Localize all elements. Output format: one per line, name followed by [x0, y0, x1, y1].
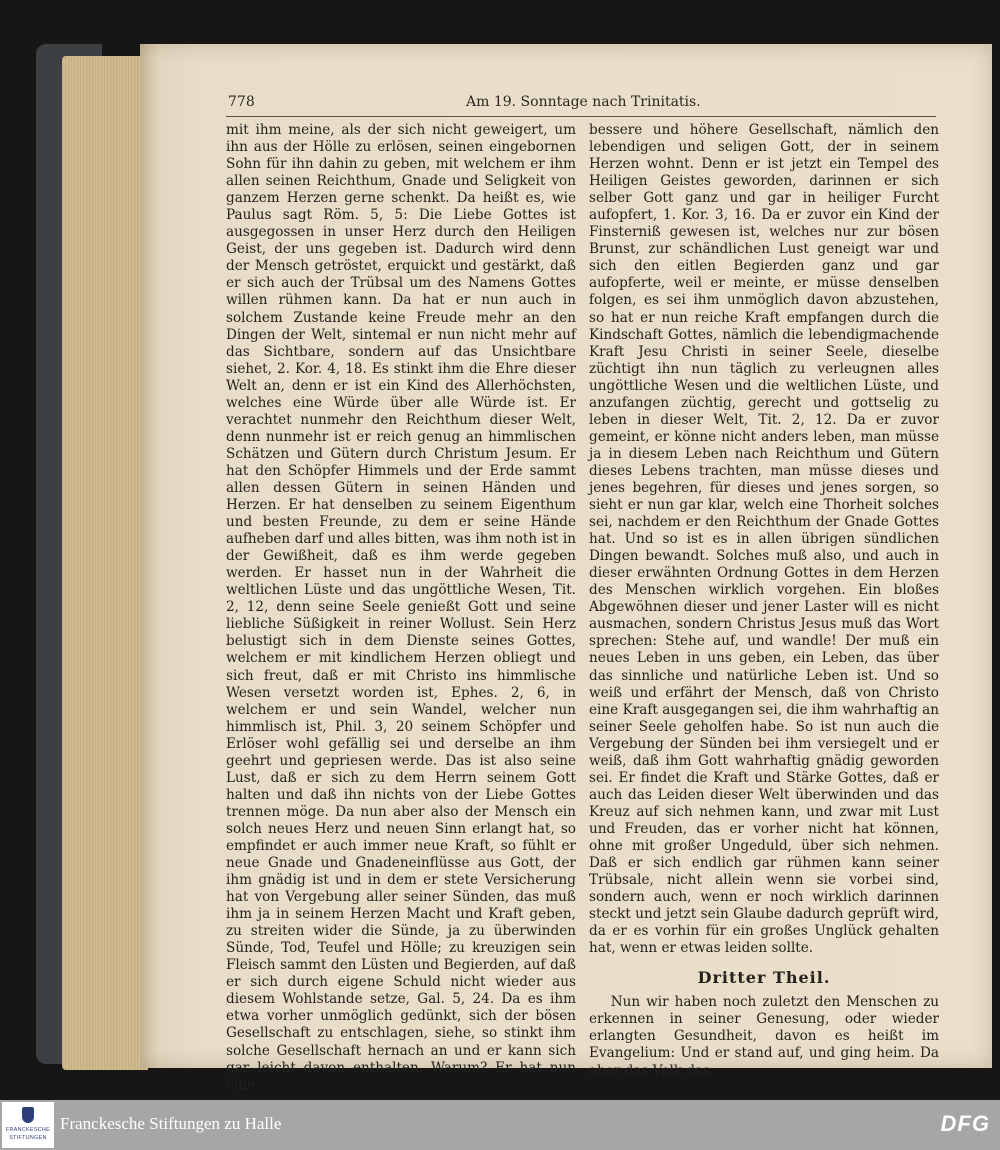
- right-paragraph: bessere und höhere Gesellschaft, nämlich den lebendigen und seligen Gott, der in seinem Herzen wohnt. Denn er ist jetzt ein Tempel des Heiligen Geistes geworden, darinnen er sich selber Gott ganz und gar in heiliger Furcht aufopfert, 1. Kor. 3, 16. Da er zuvor ein Kind der Finsterniß gewesen ist, welches nur zur bösen Brunst, zur schändlichen Lust geneigt war und sich den eitlen Begierden ganz und gar aufopferte, weil er meinte, er müsse denselben folgen, es sei ihm unmöglich davon abzustehen, so hat er nun reiche Kraft empfangen durch die Kindschaft Gottes, nämlich die lebendigmachende Kraft Jesu Christi in seiner Seele, dieselbe züchtigt ihn nun täglich zu verleugnen alles ungöttliche Wesen und die weltlichen Lüste, und anzufangen züchtig, gerecht und gottselig zu leben in dieser Welt, Tit. 2, 12. Da er zuvor gemeint, er könne nicht anders leben, man müsse ja in diesem Leben nach Reichthum und Gütern dieses Lebens trachten, man müsse dieses und jenes begehren, für dieses und jenes sorgen, so sieht er nun gar klar, welch eine Thorheit solches sei, nachdem er den Reichthum der Gnade Gottes hat. Und so ist es in allen übrigen sündlichen Dingen bewandt. Solches muß also, und auch in dieser erwähnten Ordnung Gottes in dem Herzen des Menschen wirklich vorgehen. Ein bloßes Abgewöhnen dieser und jener Laster will es nicht ausmachen, sondern Christus Jesus muß das Wort sprechen: Stehe auf, und wandle! Der muß ein neues Leben in uns geben, ein Leben, das über das sinnliche und natürliche Leben ist. Und so weiß und erfährt der Mensch, daß von Christo eine Kraft ausgegangen sei, die ihm wahrhaftig an seiner Seele geholfen habe. So ist nun auch die Vergebung der Sünden bei ihm versiegelt und er weiß, daß ihm Gott wahrhaftig gnädig geworden sei. Er findet die Kraft und Stärke Gottes, daß er auch das Leiden dieser Welt überwinden und das Kreuz auf sich nehmen kann, und zwar mit Lust und Freuden, das er vorher nicht hat können, ohne mit großer Ungeduld, über sich nehmen. Daß er sich endlich gar rühmen kann seiner Trübsale, nicht allein wenn sie vorbei sind, sondern auch, wenn er noch wirklich darinnen steckt und jetzt sein Glaube dadurch geprüft wird, da er es vorhin für ein großes Unglück gehalten hat, wenn er etwas leiden sollte.: [589, 122, 939, 957]
- page-number: 778: [228, 94, 255, 110]
- left-paragraph: mit ihm meine, als der sich nicht geweigert, um ihn aus der Hölle zu erlösen, seinen eingebornen Sohn für ihn dahin zu geben, mit welchem er ihm allen seinen Reichthum, Gnade und Seligkeit von ganzem Herzen gerne schenkt. Da heißt es, wie Paulus sagt Röm. 5, 5: Die Liebe Gottes ist ausgegossen in unser Herz durch den Heiligen Geist, der uns gegeben ist. Dadurch wird denn der Mensch getröstet, erquickt und gestärkt, daß er sich auch der Trübsal um des Namens Gottes willen rühmen kann. Da hat er nun auch in solchem Zustande keine Freude mehr an den Dingen der Welt, sintemal er nun nicht mehr auf das Sichtbare, sondern auf das Unsichtbare siehet, 2. Kor. 4, 18. Es stinkt ihm die Ehre dieser Welt an, denn er ist ein Kind des Allerhöchsten, welches eine Würde über alle Würde ist. Er verachtet nunmehr den Reichthum dieser Welt, denn nunmehr ist er reich genug an himmlischen Schätzen und Gütern durch Christum Jesum. Er hat den Schöpfer Himmels und der Erde sammt allen dessen Gütern in seinen Händen und Herzen. Er hat denselben zu seinem Eigenthum und besten Freunde, zu dem er seine Hände aufheben darf und alles bitten, was ihm noth ist in der Gewißheit, daß es ihm werde gegeben werden. Er hasset nun in der Wahrheit die weltlichen Lüste und das ungöttliche Wesen, Tit. 2, 12, denn seine Seele genießt Gott und seine liebliche Süßigkeit in reiner Wollust. Sein Herz belustigt sich in dem Dienste seines Gottes, welchem er mit kindlichem Herzen obliegt und sich freut, daß er mit Christo ins himmlische Wesen versetzt worden ist, Ephes. 2, 6, in welchem er und sein Wandel, welcher nun himmlisch ist, Phil. 3, 20 seinem Schöpfer und Erlöser wohl gefällig sei und derselbe an ihm geehrt und gepriesen werde. Das ist also seine Lust, daß er sich zu dem Herrn seinem Gott halten und daß ihn nichts von der Liebe Gottes trennen möge. Da nun aber also der Mensch ein solch neues Herz und neuen Sinn erlangt hat, so empfindet er auch immer neue Kraft, so fühlt er neue Gnade und Gnadeneinflüsse aus Gott, der ihm gnädig ist und in dem er stete Versicherung hat von Vergebung aller seiner Sünden, das muß ihm ja in seinem Herzen Macht und Kraft geben, zu streiten wider die Sünde, ja zu überwinden Sünde, Tod, Teufel und Hölle; zu kreuzigen sein Fleisch sammt den Lüsten und Begierden, auf daß er sich durch eigene Schuld nicht wieder aus diesem Wohlstande setze, Gal. 5, 24. Da es ihm etwa vorher unmöglich gedünkt, sich der bösen Gesellschaft zu entschlagen, siehe, so stinkt ihm solche Gesellschaft hernach an und er kann sich gar leicht davon enthalten. Warum? Er hat nun eine: [226, 122, 576, 1093]
- page-edges: [62, 56, 148, 1070]
- dfg-logo[interactable]: DFG: [940, 1111, 990, 1136]
- running-title: Am 19. Sonntage nach Trinitatis.: [466, 94, 701, 110]
- logo-text-line-2: STIFTUNGEN: [9, 1135, 47, 1141]
- left-column: [226, 122, 576, 1093]
- franckesche-logo[interactable]: [2, 1102, 54, 1148]
- right-paragraph-2: Nun wir haben noch zuletzt den Menschen zu erkennen in seiner Genesung, oder wieder erlangten Gesundheit, davon es heißt im Evangelium: Und er stand auf, und ging heim. Da aber das Volk das: [589, 994, 939, 1079]
- logo-text-line-1: FRANCKESCHE: [5, 1127, 51, 1133]
- running-head: [226, 92, 936, 117]
- footer-bar: [0, 1100, 1000, 1150]
- institution-name[interactable]: Franckesche Stiftungen zu Halle: [60, 1114, 282, 1133]
- right-column: [589, 122, 939, 1079]
- section-heading: Dritter Theil.: [697, 968, 831, 988]
- crest-icon: [22, 1107, 34, 1123]
